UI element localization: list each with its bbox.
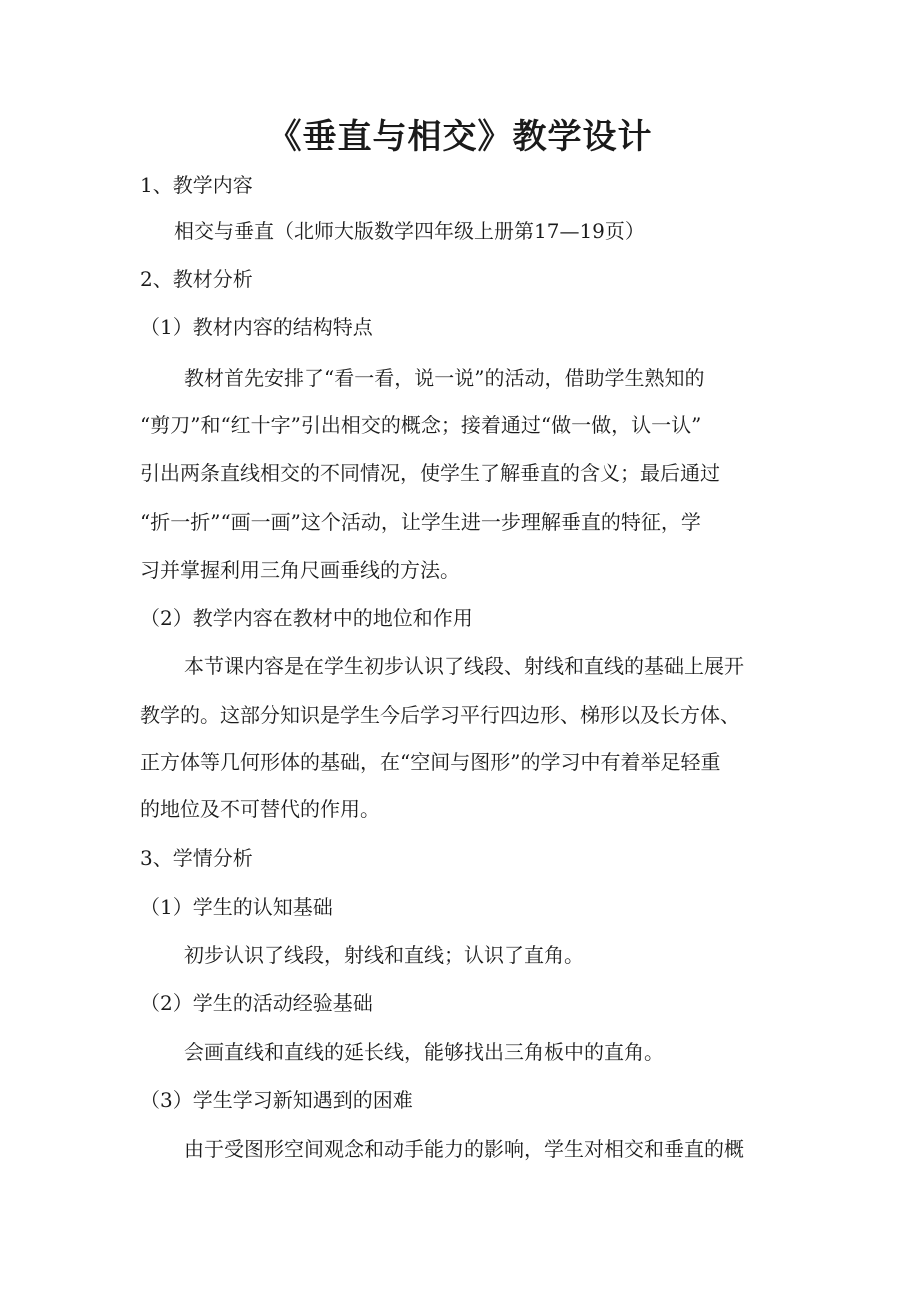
paragraph-line: 正方体等几何形体的基础，在“空间与图形”的学习中有着举足轻重	[140, 750, 721, 774]
section-2-heading: 2、教材分析	[140, 267, 253, 291]
section-3-sub-3-content: 由于受图形空间观念和动手能力的影响，学生对相交和垂直的概	[184, 1137, 744, 1161]
section-3-sub-3-heading: （3）学生学习新知遇到的困难	[140, 1088, 413, 1112]
section-2-sub-2-heading: （2）教学内容在教材中的地位和作用	[140, 606, 473, 630]
section-2-sub-1-heading: （1）教材内容的结构特点	[140, 315, 373, 339]
section-3-sub-1-content: 初步认识了线段，射线和直线；认识了直角。	[184, 943, 584, 967]
paragraph-line: 习并掌握利用三角尺画垂线的方法。	[140, 558, 460, 582]
paragraph-line: “剪刀”和“红十字”引出相交的概念；接着通过“做一做，认一认”	[140, 413, 702, 437]
section-1-content: 相交与垂直（北师大版数学四年级上册第17—19页）	[174, 219, 645, 243]
section-3-sub-1-heading: （1）学生的认知基础	[140, 895, 333, 919]
section-3-heading: 3、学情分析	[140, 846, 253, 870]
paragraph-line: 引出两条直线相交的不同情况，使学生了解垂直的含义；最后通过	[140, 461, 720, 485]
paragraph-line: 教材首先安排了“看一看，说一说”的活动，借助学生熟知的	[184, 366, 705, 390]
section-1-heading: 1、教学内容	[140, 173, 253, 197]
section-3-sub-2-content: 会画直线和直线的延长线，能够找出三角板中的直角。	[184, 1040, 664, 1064]
paragraph-line: 的地位及不可替代的作用。	[140, 797, 380, 821]
document-title: 《垂直与相交》教学设计	[267, 117, 653, 157]
paragraph-line: 教学的。这部分知识是学生今后学习平行四边形、梯形以及长方体、	[140, 703, 740, 727]
paragraph-line: “折一折”“画一画”这个活动，让学生进一步理解垂直的特征，学	[140, 510, 701, 534]
paragraph-line: 本节课内容是在学生初步认识了线段、射线和直线的基础上展开	[184, 654, 744, 678]
section-3-sub-2-heading: （2）学生的活动经验基础	[140, 991, 373, 1015]
